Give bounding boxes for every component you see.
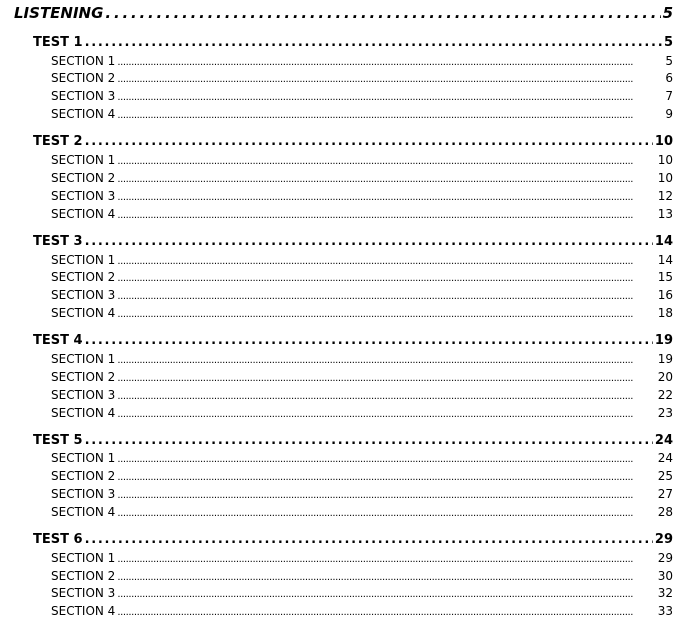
- toc-entry-section[interactable]: [51, 587, 673, 600]
- toc-entry-section[interactable]: [51, 208, 673, 221]
- toc-page-number: 19: [657, 352, 673, 366]
- toc-title: SECTION 3: [51, 586, 116, 600]
- toc-title: TEST 4: [33, 333, 83, 348]
- toc-title: SECTION 4: [51, 406, 116, 420]
- dot-leader: [117, 392, 655, 402]
- toc-entry-section[interactable]: [51, 154, 673, 167]
- dot-leader: [117, 573, 655, 583]
- dot-leader: [117, 193, 655, 203]
- toc-entry-test[interactable]: [33, 533, 673, 546]
- dot-leader: [117, 491, 655, 501]
- dot-leader: [117, 257, 655, 267]
- dot-leader: [85, 533, 653, 546]
- toc-page-number: 10: [657, 153, 673, 167]
- dot-leader: [117, 58, 663, 68]
- toc-entry-section[interactable]: [51, 108, 673, 121]
- toc-title: SECTION 2: [51, 469, 116, 483]
- toc-title: SECTION 2: [51, 370, 116, 384]
- toc-page-number: 7: [665, 89, 673, 103]
- toc-entry-part[interactable]: [14, 6, 673, 21]
- toc-title: SECTION 3: [51, 288, 116, 302]
- dot-leader: [117, 473, 655, 483]
- dot-leader: [85, 235, 653, 248]
- toc-entry-test[interactable]: [33, 434, 673, 447]
- toc-page-number: 29: [654, 532, 673, 547]
- dot-leader: [117, 274, 655, 284]
- dot-leader: [117, 175, 655, 185]
- dot-leader: [117, 356, 655, 366]
- toc-title: SECTION 3: [51, 189, 116, 203]
- toc-page-number: 10: [657, 171, 673, 185]
- dot-leader: [117, 374, 655, 384]
- dot-leader: [117, 410, 655, 420]
- toc-entry-test[interactable]: [33, 334, 673, 347]
- toc-entry-section[interactable]: [51, 407, 673, 420]
- toc-title: SECTION 4: [51, 207, 116, 221]
- toc-page-number: 16: [657, 288, 673, 302]
- toc-page-number: 23: [657, 406, 673, 420]
- toc-entry-section[interactable]: [51, 506, 673, 519]
- dot-leader: [85, 135, 653, 148]
- toc-page-number: 29: [657, 551, 673, 565]
- dot-leader: [85, 434, 653, 447]
- toc-title: SECTION 4: [51, 604, 116, 618]
- toc-title: SECTION 2: [51, 171, 116, 185]
- toc-title: SECTION 1: [51, 54, 116, 68]
- toc-entry-section[interactable]: [51, 470, 673, 483]
- toc-page-number: 20: [657, 370, 673, 384]
- dot-leader: [117, 555, 655, 565]
- toc-entry-test[interactable]: [33, 135, 673, 148]
- toc-title: SECTION 1: [51, 451, 116, 465]
- toc-title: TEST 3: [33, 234, 83, 249]
- toc-entry-section[interactable]: [51, 371, 673, 384]
- toc-entry-section[interactable]: [51, 570, 673, 583]
- toc-page-number: 10: [654, 134, 673, 149]
- toc-entry-section[interactable]: [51, 55, 673, 68]
- toc-page-number: 15: [657, 270, 673, 284]
- toc-page-number: 28: [657, 505, 673, 519]
- toc-title: SECTION 4: [51, 107, 116, 121]
- toc-page-number: 18: [657, 306, 673, 320]
- toc-title: LISTENING: [14, 4, 104, 22]
- dot-leader: [117, 93, 663, 103]
- toc-entry-section[interactable]: [51, 72, 673, 85]
- toc-title: SECTION 3: [51, 388, 116, 402]
- toc-title: SECTION 3: [51, 487, 116, 501]
- toc-title: SECTION 3: [51, 89, 116, 103]
- toc-page-number: 22: [657, 388, 673, 402]
- toc-page-number: 30: [657, 569, 673, 583]
- toc-entry-section[interactable]: [51, 552, 673, 565]
- toc-page-number: 33: [657, 604, 673, 618]
- dot-leader: [105, 6, 660, 21]
- dot-leader: [117, 608, 655, 618]
- toc-page-number: 13: [657, 207, 673, 221]
- toc-title: SECTION 1: [51, 253, 116, 267]
- toc-page-number: 27: [657, 487, 673, 501]
- toc-entry-section[interactable]: [51, 307, 673, 320]
- dot-leader: [117, 292, 655, 302]
- toc-page-number: 5: [662, 4, 673, 22]
- dot-leader: [117, 157, 655, 167]
- toc-entry-test[interactable]: [33, 235, 673, 248]
- toc-title: TEST 6: [33, 532, 83, 547]
- toc-title: SECTION 2: [51, 270, 116, 284]
- toc-entry-section[interactable]: [51, 488, 673, 501]
- toc-title: SECTION 1: [51, 551, 116, 565]
- dot-leader: [117, 111, 663, 121]
- toc-title: TEST 2: [33, 134, 83, 149]
- toc-entry-section[interactable]: [51, 353, 673, 366]
- toc-title: SECTION 4: [51, 505, 116, 519]
- toc-entry-section[interactable]: [51, 389, 673, 402]
- toc-page-number: 12: [657, 189, 673, 203]
- toc-entry-section[interactable]: [51, 452, 673, 465]
- toc-title: SECTION 1: [51, 153, 116, 167]
- dot-leader: [85, 36, 662, 49]
- dot-leader: [117, 75, 663, 85]
- toc-page-number: 25: [657, 469, 673, 483]
- toc-title: SECTION 4: [51, 306, 116, 320]
- toc-page-number: 24: [657, 451, 673, 465]
- toc-title: SECTION 2: [51, 569, 116, 583]
- toc-page-number: 32: [657, 586, 673, 600]
- toc-entry-section[interactable]: [51, 605, 673, 618]
- dot-leader: [117, 590, 655, 600]
- dot-leader: [85, 334, 653, 347]
- toc-entry-section[interactable]: [51, 254, 673, 267]
- toc-title: SECTION 1: [51, 352, 116, 366]
- dot-leader: [117, 211, 655, 221]
- toc-page-number: 5: [665, 54, 673, 68]
- dot-leader: [117, 310, 655, 320]
- toc-page-number: 6: [665, 71, 673, 85]
- toc-page-number: 19: [654, 333, 673, 348]
- toc-entry-section[interactable]: [51, 172, 673, 185]
- toc-entry-section[interactable]: [51, 190, 673, 203]
- toc-entry-section[interactable]: [51, 90, 673, 103]
- dot-leader: [117, 509, 655, 519]
- dot-leader: [117, 455, 655, 465]
- toc-page-number: 14: [657, 253, 673, 267]
- toc-page-number: 9: [665, 107, 673, 121]
- toc-page-number: 5: [663, 35, 673, 50]
- toc-title: TEST 5: [33, 433, 83, 448]
- toc-entry-section[interactable]: [51, 289, 673, 302]
- toc-page-number: 14: [654, 234, 673, 249]
- toc-page-number: 24: [654, 433, 673, 448]
- toc-entry-test[interactable]: [33, 36, 673, 49]
- toc-title: TEST 1: [33, 35, 83, 50]
- toc-entry-section[interactable]: [51, 271, 673, 284]
- toc-title: SECTION 2: [51, 71, 116, 85]
